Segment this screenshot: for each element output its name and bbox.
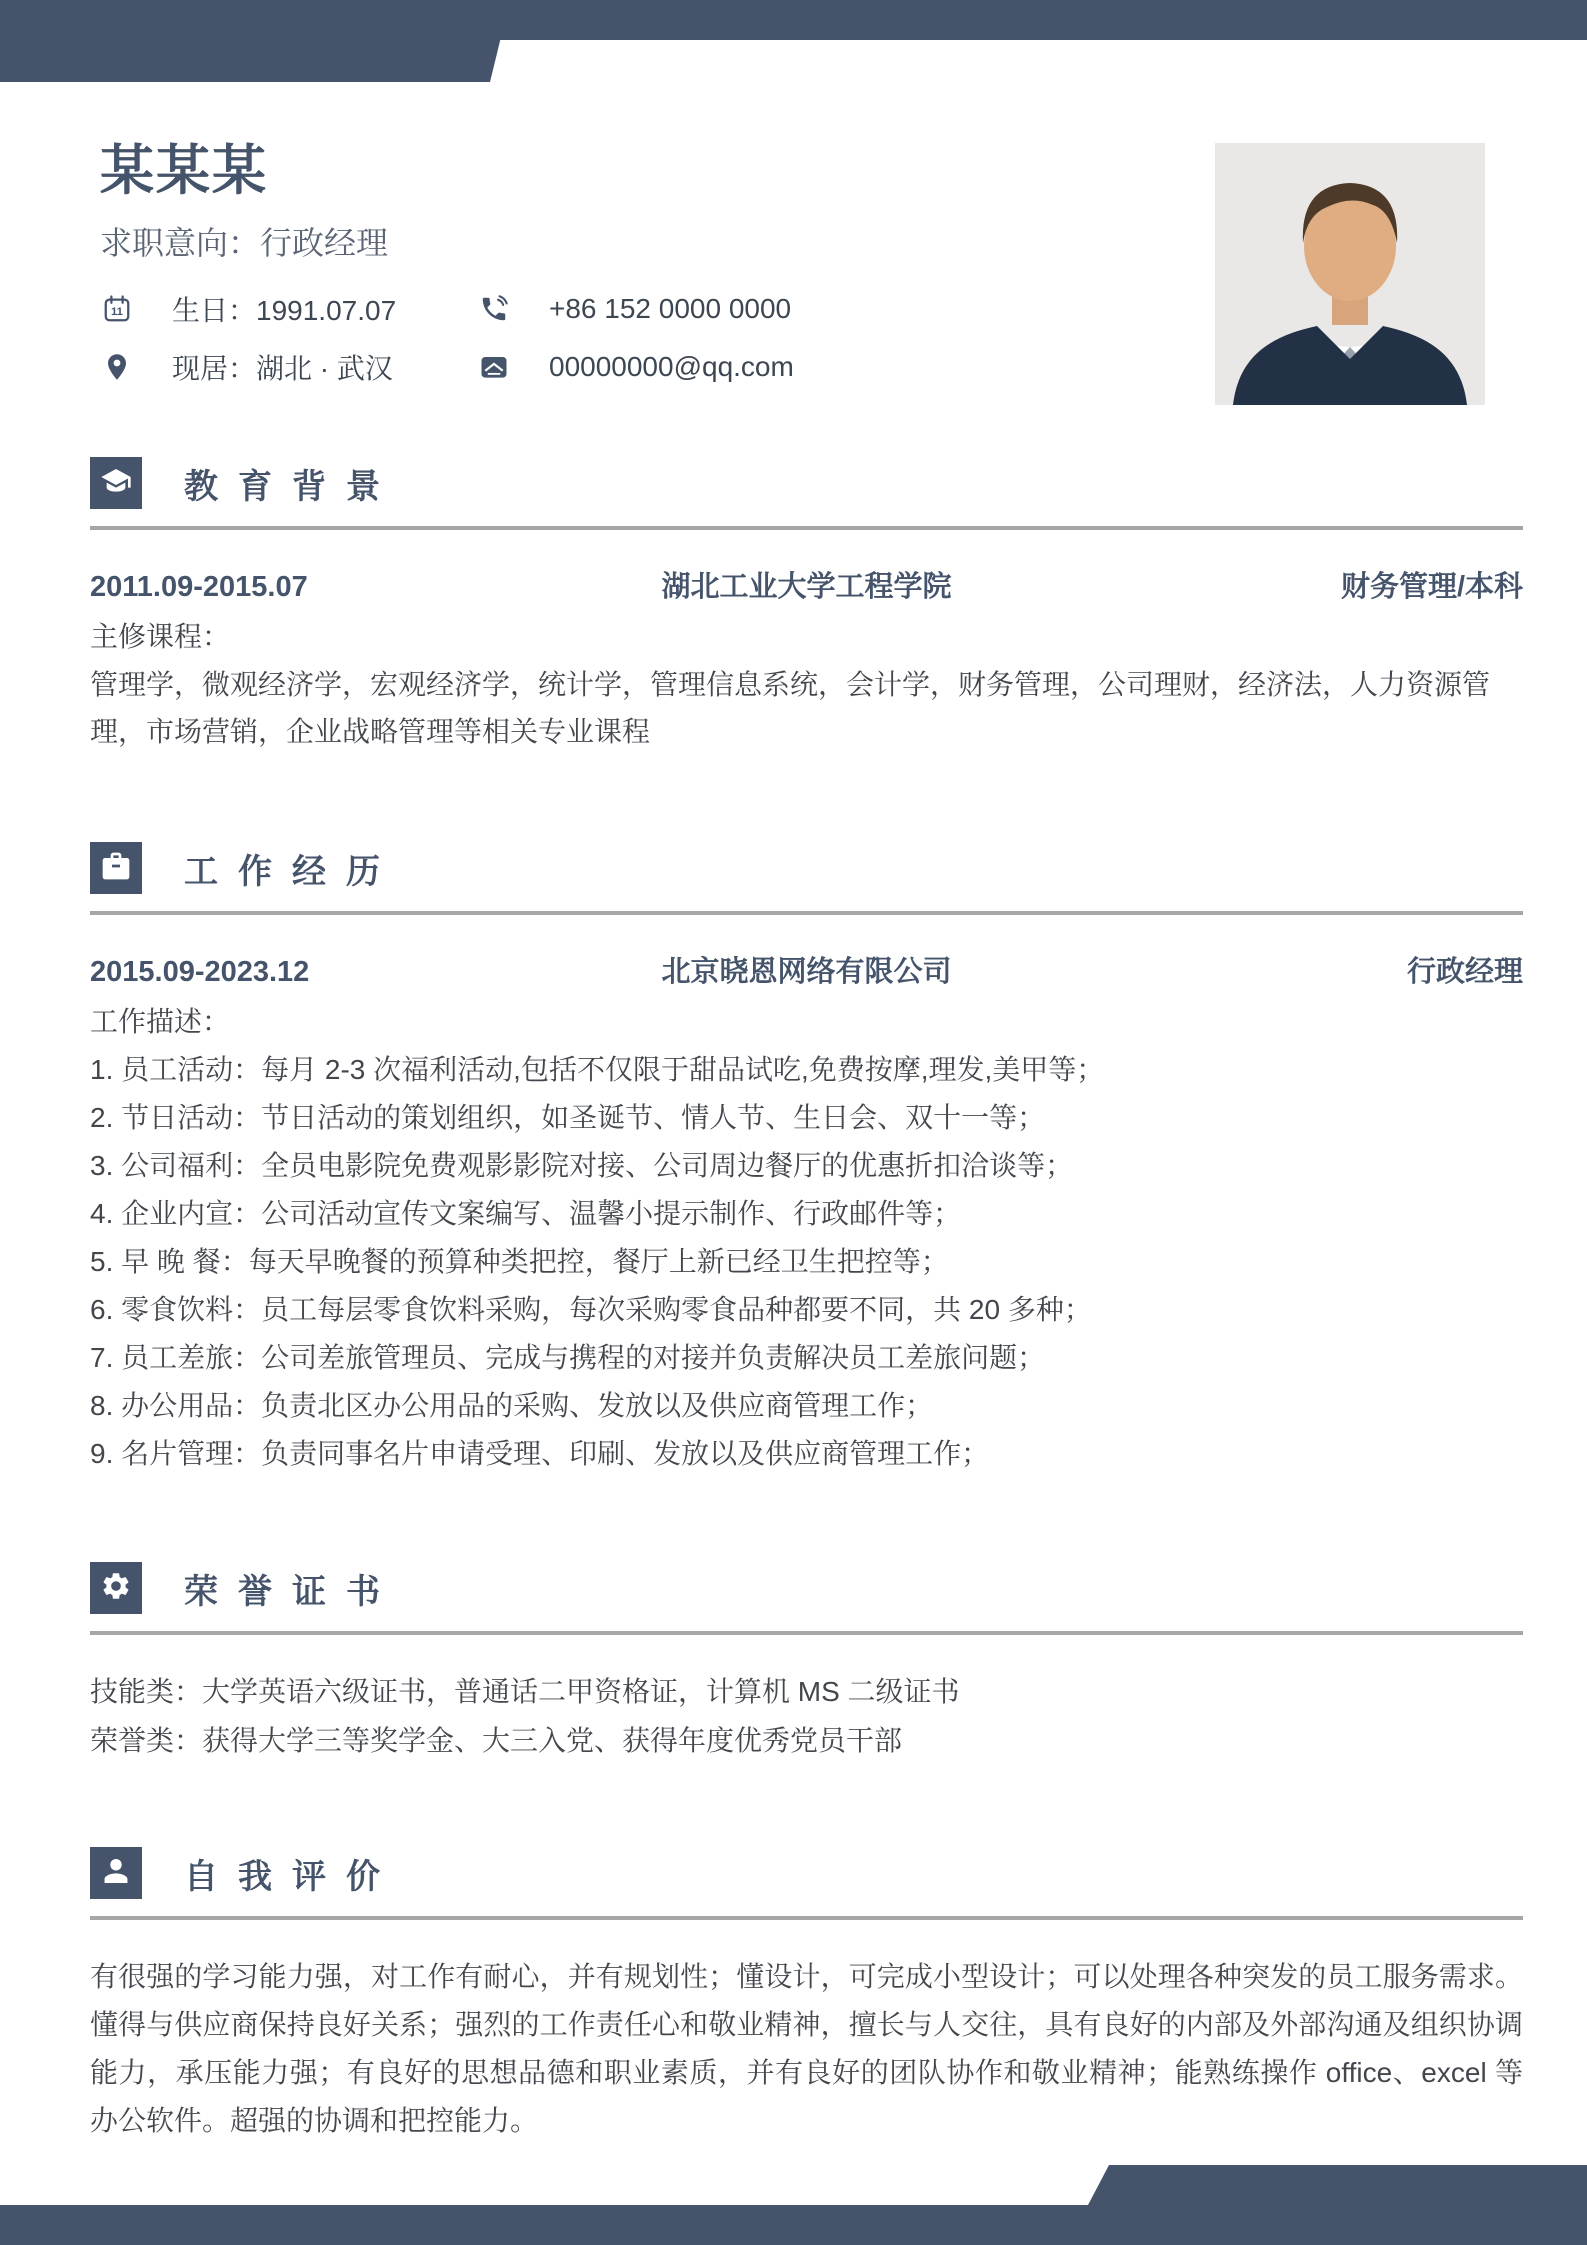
calendar-icon [102, 294, 132, 324]
self-badge [90, 1847, 142, 1899]
work-header [90, 842, 1523, 894]
work-item: 2. 节日活动：节日活动的策划组织，如圣诞节、情人节、生日会、双十一等； [90, 1102, 1046, 1133]
education-courses-label: 主修课程： [90, 621, 231, 652]
phone-text: +86 152 0000 0000 [549, 293, 792, 324]
work-company: 北京晓恩网络有限公司 [661, 956, 952, 988]
work-period: 2015.09-2023.12 [90, 956, 310, 988]
self-title: 自我评价 [184, 1857, 400, 1896]
work-item: 4. 企业内宣：公司活动宣传文案编写、温馨小提示制作、行政邮件等； [90, 1198, 962, 1229]
education-period: 2011.09-2015.07 [90, 571, 308, 603]
self-header [90, 1847, 1523, 1899]
work-position: 行政经理 [1407, 956, 1524, 988]
work-item: 7. 员工差旅：公司差旅管理员、完成与携程的对接并负责解决员工差旅问题； [90, 1342, 1046, 1373]
birthday-text: 生日：1991.07.07 [172, 295, 397, 326]
work-description-label: 工作描述： [90, 1006, 231, 1037]
work-badge [90, 842, 142, 894]
honors-divider [90, 1631, 1523, 1635]
self-divider [90, 1916, 1523, 1920]
profile-photo [1215, 143, 1485, 405]
section-work [90, 842, 1523, 1478]
education-badge [90, 457, 142, 509]
contact-phone [477, 288, 794, 330]
honors-header [90, 1562, 1523, 1614]
email-text: 00000000@qq.com [549, 351, 794, 382]
contact-residence [100, 346, 477, 388]
briefcase-icon [100, 850, 132, 887]
work-item: 1. 员工活动：每月 2-3 次福利活动,包括不仅限于甜品试吃,免费按摩,理发,美甲等； [90, 1054, 1105, 1085]
gear-icon [100, 1570, 132, 1607]
work-item: 9. 名片管理：负责同事名片申请受理、印刷、发放以及供应商管理工作； [90, 1438, 990, 1469]
work-divider [90, 911, 1523, 915]
envelope-icon [479, 352, 509, 382]
contact-birthday [100, 288, 477, 330]
candidate-name: 某某某 [100, 141, 268, 201]
honors-title: 荣誉证书 [184, 1572, 400, 1611]
education-school: 湖北工业大学工程学院 [661, 571, 952, 603]
education-degree: 财务管理/本科 [1340, 571, 1524, 603]
bottom-banner-right-block [1067, 2165, 1587, 2245]
phone-icon [479, 294, 509, 324]
job-objective: 求职意向：行政经理 [100, 225, 389, 261]
work-title: 工作经历 [184, 852, 400, 891]
honors-badge [90, 1562, 142, 1614]
honors-award-line: 荣誉类：获得大学三等奖学金、大三入党、获得年度优秀党员干部 [90, 1725, 903, 1756]
svg-text:11: 11 [111, 306, 123, 318]
location-pin-icon [102, 352, 132, 382]
work-item: 5. 早 晚 餐：每天早晚餐的预算种类把控，餐厅上新已经卫生把控等； [90, 1246, 949, 1277]
person-icon [100, 1855, 132, 1892]
graduation-cap-icon [100, 465, 132, 502]
honors-skill-line: 技能类：大学英语六级证书，普通话二甲资格证，计算机 MS 二级证书 [90, 1676, 960, 1707]
work-item: 3. 公司福利：全员电影院免费观影影院对接、公司周边餐厅的优惠折扣洽谈等； [90, 1150, 1074, 1181]
education-header [90, 457, 1523, 509]
work-row [90, 949, 1523, 990]
contact-email [477, 346, 794, 388]
contact-info [100, 288, 794, 388]
education-courses: 管理学，微观经济学，宏观经济学，统计学，管理信息系统，会计学，财务管理，公司理财，经济法，人力资源管理，市场营销，企业战略管理等相关专业课程 [90, 669, 1491, 747]
work-item-list [90, 1046, 1523, 1478]
work-item: 8. 办公用品：负责北区办公用品的采购、发放以及供应商管理工作； [90, 1390, 934, 1421]
top-banner-left-block [0, 0, 510, 82]
education-row [90, 564, 1523, 605]
education-divider [90, 526, 1523, 530]
section-honors [90, 1562, 1523, 1765]
section-self-evaluation [90, 1847, 1523, 2145]
honors-content [90, 1667, 1523, 1765]
education-title: 教育背景 [184, 467, 400, 506]
self-evaluation-text: 有很强的学习能力强，对工作有耐心，并有规划性；懂设计，可完成小型设计；可以处理各种突发的员工服务需求。懂得与供应商保持良好关系；强烈的工作责任心和敬业精神，擅长与人交往，具有良好的内部及外部沟通及组织协调能力，承压能力强；有良好的思想品德和职业素质，并有良好的团队协作和敬业精神；能熟练操作 office、excel 等办公软件。超强的协调和把控能力。 [90, 1961, 1523, 2136]
section-education [90, 457, 1523, 755]
residence-text: 现居：湖北 · 武汉 [172, 353, 393, 384]
work-item: 6. 零食饮料：员工每层零食饮料采购，每次采购零食品种都要不同，共 20 多种； [90, 1294, 1092, 1325]
